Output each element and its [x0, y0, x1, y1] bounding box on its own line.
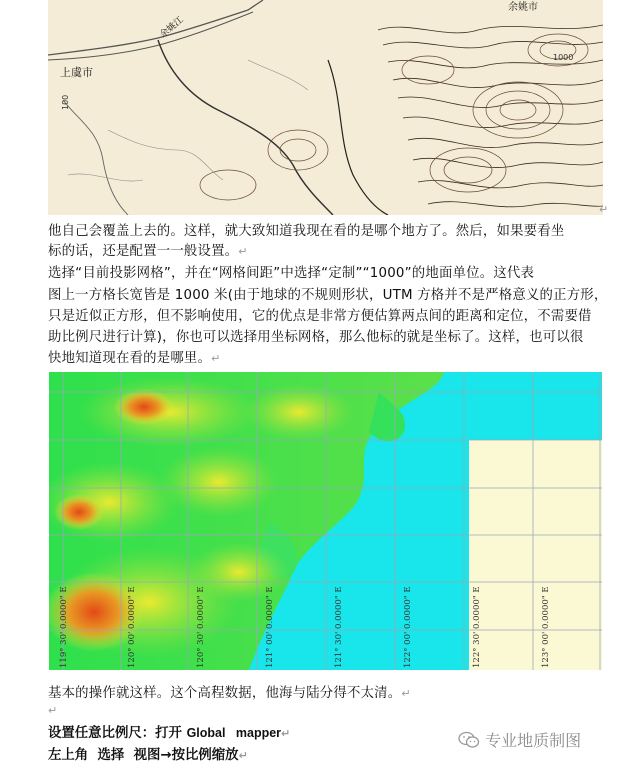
- topo-label-elev-100: 100: [61, 94, 70, 110]
- instruction-line-2: 左上角 选择 视图→按比例缩放↵: [48, 748, 248, 763]
- longitude-label: 120° 30' 0.0000" E: [196, 586, 206, 668]
- watermark: 专业地质制图: [458, 728, 581, 751]
- longitude-label: 121° 00' 0.0000" E: [265, 586, 275, 668]
- paragraph-2-line-2: 图上一方格长宽皆是 1000 米(由于地球的不规则形状，UTM 方格并不是严格意义的正方形，: [48, 288, 608, 303]
- instruction-line-1: 设置任意比例尺：打开 Global mapper↵: [48, 726, 291, 741]
- longitude-label: 123° 00' 0.0000" E: [541, 586, 551, 668]
- longitude-label: 120° 00' 0.0000" E: [127, 586, 137, 668]
- topo-label-town: 余姚市: [508, 2, 538, 13]
- arrow-right-icon: →: [160, 748, 172, 763]
- paragraph-1-line-1: 他自己会覆盖上去的。这样，就大致知道我现在看的是哪个地方了。然后，如果要看坐: [48, 224, 565, 239]
- paragraph-mark: ↵: [599, 203, 609, 216]
- elevation-grid-map-image: [49, 372, 602, 670]
- longitude-label: 122° 30' 0.0000" E: [472, 586, 482, 668]
- longitude-label: 119° 30' 0.0000" E: [59, 586, 69, 668]
- paragraph-2-line-4: 助比例尺进行计算)，你也可以选择用坐标网格，那么他标的就是坐标了。这样，也可以很: [48, 330, 584, 345]
- longitude-label: 121° 30' 0.0000" E: [334, 586, 344, 668]
- paragraph-2-line-5: 快地知道现在看的是哪里。↵: [48, 351, 221, 366]
- empty-paragraph-mark: ↵: [48, 704, 58, 717]
- longitude-label: 122° 00' 0.0000" E: [403, 586, 413, 668]
- topo-label-city: 上虞市: [60, 66, 93, 79]
- wechat-icon: [458, 731, 480, 749]
- paragraph-2-line-3: 只是近似正方形，但不影响使用，它的优点是非常方便估算两点间的距离和定位，不需要借: [48, 309, 592, 324]
- topographic-map-image: [48, 0, 603, 215]
- paragraph-2-line-1: 选择“目前投影网格”，并在“网格间距”中选择“定制”“1000”的地面单位。这代表: [48, 266, 535, 281]
- map-caption: 基本的操作就这样。这个高程数据，他海与陆分得不太清。↵: [48, 686, 411, 701]
- topo-label-river: 余姚江: [158, 15, 186, 41]
- topo-label-elev-1000: 1000: [553, 53, 574, 62]
- paragraph-1-line-2: 标的话，还是配置一一般设置。↵: [48, 244, 248, 259]
